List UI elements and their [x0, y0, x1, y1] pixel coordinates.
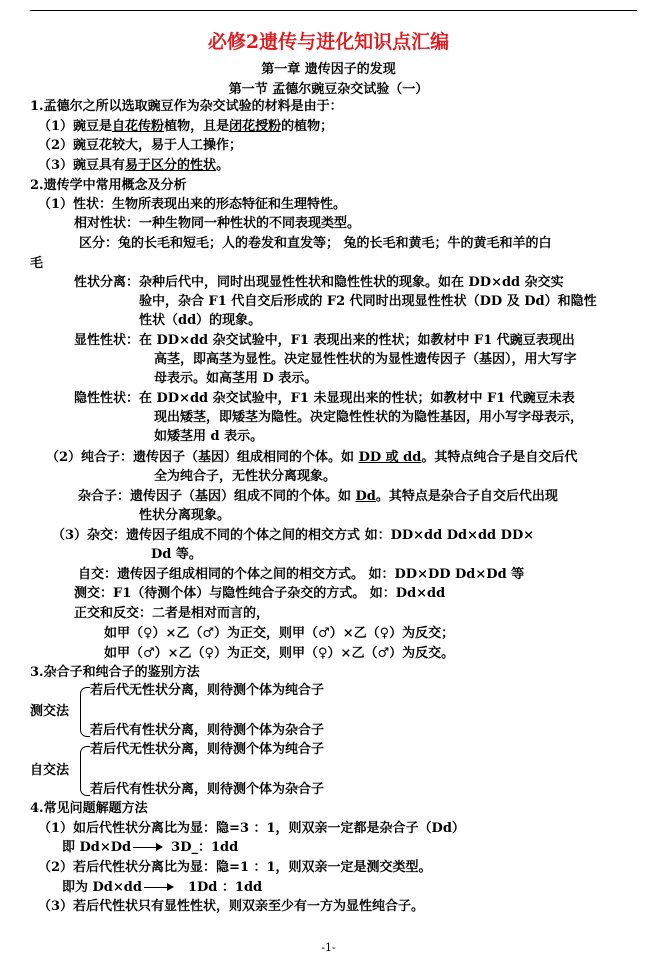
- s3-heading: 3.杂合子和纯合子的鉴别方法: [30, 665, 200, 680]
- s2-homozygote-cont: 全为纯合子，无性状分离现象。: [154, 469, 337, 484]
- s2-hybrid: （3）杂交：遗传因子组成不同的个体之间的相交方式 如：DD×dd Dd×dd DD×: [52, 528, 535, 543]
- s2-recessive: 隐性性状：在 DD×dd 杂交试验中，F1 未显现出来的性状；如教材中 F1 代豌豆未表: [74, 391, 575, 406]
- s2-relative-trait: 相对性状：一种生物同一种性状的不同表现类型。: [74, 216, 361, 231]
- s4-heading: 4.常见问题解题方法: [30, 801, 148, 816]
- s4-case-3: （3）若后代性状只有显性性状，则双亲至少有一方为显性纯合子。: [38, 899, 425, 914]
- header-rule: [30, 10, 637, 11]
- s2-selfing: 自交：遗传因子组成相同的个体之间的相交方式。 如：DD×DD Dd×Dd 等: [78, 567, 525, 582]
- s2-distinguish: 区分：兔的长毛和短毛；人的卷发和直发等； 兔的长毛和黄毛；牛的黄毛和羊的白: [79, 236, 552, 251]
- arrow-icon: [133, 843, 163, 853]
- s2-segregation-cont2: 性状（dd）的现象。: [139, 313, 262, 328]
- chapter-heading: 第一章 遗传因子的发现: [261, 62, 396, 77]
- s4-case-2-formula: 即为 Dd×dd 1Dd ：1dd: [62, 880, 263, 895]
- s1-item-3: （3）豌豆具有易于区分的性状。: [38, 158, 230, 173]
- s4-case-2: （2）若后代性状分离比为显：隐=1 ：1，则双亲一定是测交类型。: [38, 860, 432, 875]
- s2-reciprocal-ex1: 如甲（♀）×乙（♂）为正交，则甲（♂）×乙（♀）为反交；: [104, 626, 455, 641]
- s3-selfing-a: 若后代无性状分离，则待测个体为纯合子: [90, 742, 325, 757]
- s2-hybrid-cont: Dd 等。: [151, 547, 202, 562]
- s2-trait: （1）性状：生物所表现出来的形态特征和生理特性。: [38, 197, 347, 212]
- s1-heading: 1.孟德尔之所以选取豌豆作为杂交试验的材料是由于：: [30, 99, 343, 114]
- section-heading: 第一节 孟德尔豌豆杂交试验（一）: [228, 82, 429, 97]
- s3-brace-1: [80, 687, 90, 737]
- s2-segregation-cont: 验中，杂合 F1 代自交后形成的 F2 代同时出现显性性状（DD 及 Dd）和隐性: [139, 294, 597, 309]
- s2-dominant: 显性性状：在 DD×dd 杂交试验中，F1 表现出来的性状；如教材中 F1 代豌豆表现出: [74, 333, 575, 348]
- s2-reciprocal: 正交和反交：二者是相对而言的，: [74, 606, 270, 621]
- s2-dominant-cont: 高茎，即高茎为显性。决定显性性状的为显性遗传因子（基因），用大写字: [154, 352, 577, 367]
- page-title: 必修2遗传与进化知识点汇编: [207, 31, 450, 53]
- s3-testcross-a: 若后代无性状分离，则待测个体为纯合子: [90, 683, 325, 698]
- s3-testcross-label: 测交法: [30, 704, 70, 719]
- s1-item-2: （2）豌豆花较大，易于人工操作；: [38, 138, 243, 153]
- s2-recessive-cont: 现出矮茎，即矮茎为隐性。决定隐性性状的为隐性基因，用小写字母表示，: [154, 410, 584, 425]
- s3-selfing-b: 若后代有性状分离，则待测个体为杂合子: [90, 782, 325, 797]
- s3-selfing-label: 自交法: [30, 763, 70, 778]
- s2-segregation: 性状分离：杂种后代中，同时出现显性性状和隐性性状的现象。如在 DD×dd 杂交实: [74, 275, 564, 290]
- s2-homozygote: （2）纯合子：遗传因子（基因）组成相同的个体。如 DD 或 dd。其特点纯合子是自交后代: [46, 450, 578, 465]
- s1-item-1: （1）豌豆是自花传粉植物，且是闭花授粉的植物；: [38, 119, 334, 134]
- s2-heading: 2.遗传学中常用概念及分析: [30, 178, 187, 193]
- s2-recessive-cont2: 如矮茎用 d 表示。: [154, 429, 264, 444]
- s2-reciprocal-ex2: 如甲（♂）×乙（♀）为正交，则甲（♀）×乙（♂）为反交。: [104, 646, 455, 661]
- s4-case-1-formula: 即 Dd×Dd 3D_：1dd: [62, 840, 239, 855]
- s3-brace-2: [80, 746, 90, 796]
- s4-case-1: （1）如后代性状分离比为显：隐=3 ：1，则双亲一定都是杂合子（Dd）: [38, 821, 465, 836]
- s3-testcross-b: 若后代有性状分离，则待测个体为杂合子: [90, 723, 325, 738]
- s2-heterozygote-cont: 性状分离现象。: [139, 508, 231, 523]
- page-number: -1-: [321, 941, 336, 954]
- s2-dominant-cont2: 母表示。如高茎用 D 表示。: [154, 371, 318, 386]
- s2-heterozygote: 杂合子：遗传因子（基因）组成不同的个体。如 Dd。其特点是杂合子自交后代出现: [78, 489, 558, 504]
- s2-distinguish-cont: 毛: [30, 256, 44, 271]
- arrow-icon: [144, 883, 174, 893]
- s2-testcross: 测交：F1（待测个体）与隐性纯合子杂交的方式。 如：Dd×dd: [74, 586, 446, 601]
